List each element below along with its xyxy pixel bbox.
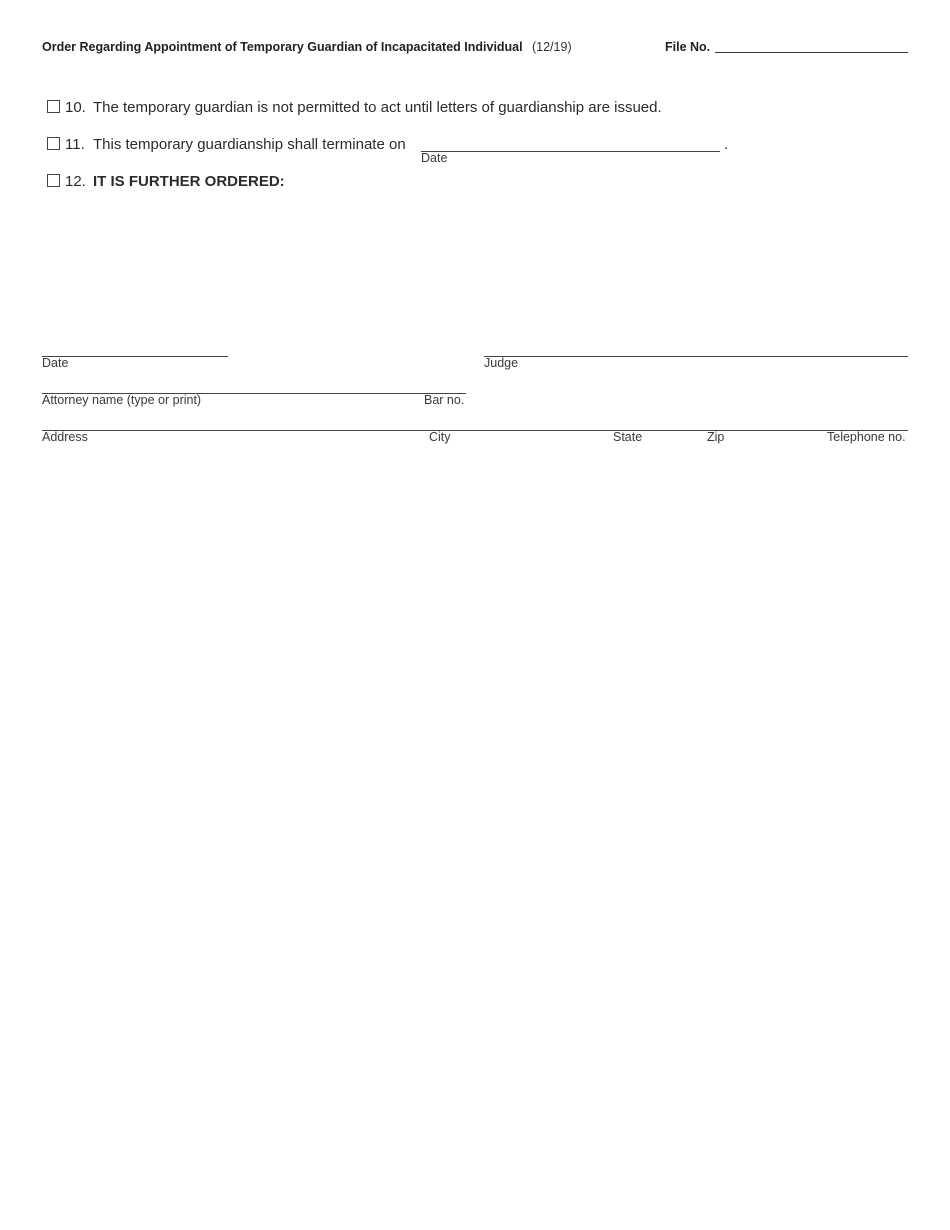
item-10-number: 10. bbox=[65, 99, 86, 116]
state-label: State bbox=[613, 430, 643, 444]
form-title: Order Regarding Appointment of Temporary Guardian of Incapacitated Individual bbox=[42, 40, 523, 54]
judge-signature-field[interactable] bbox=[484, 356, 908, 357]
item-11-checkbox[interactable] bbox=[47, 137, 60, 150]
signature-date-field[interactable] bbox=[42, 356, 228, 357]
item-11-text: This temporary guardianship shall terminate on bbox=[93, 136, 406, 153]
item-12-number: 12. bbox=[65, 173, 86, 190]
file-no-field[interactable] bbox=[715, 52, 908, 53]
zip-label: Zip bbox=[707, 430, 725, 444]
attorney-label: Attorney name (type or print) bbox=[42, 393, 202, 407]
form-revision: (12/19) bbox=[532, 40, 572, 54]
address-field[interactable] bbox=[42, 430, 908, 431]
signature-date-label: Date bbox=[42, 356, 69, 370]
termination-date-field[interactable] bbox=[421, 151, 720, 152]
item-11-period: . bbox=[724, 136, 729, 153]
termination-date-label: Date bbox=[421, 151, 448, 165]
item-11-number: 11. bbox=[65, 136, 85, 153]
file-no-label: File No. bbox=[665, 40, 711, 54]
telephone-label: Telephone no. bbox=[827, 430, 906, 444]
bar-no-label: Bar no. bbox=[424, 393, 465, 407]
judge-label: Judge bbox=[484, 356, 519, 370]
address-label: Address bbox=[42, 430, 88, 444]
item-12-checkbox[interactable] bbox=[47, 174, 60, 187]
item-10-text: The temporary guardian is not permitted to act until letters of guardianship are issued. bbox=[93, 99, 662, 116]
item-10-checkbox[interactable] bbox=[47, 100, 60, 113]
item-12-text: IT IS FURTHER ORDERED: bbox=[93, 173, 285, 190]
city-label: City bbox=[429, 430, 451, 444]
